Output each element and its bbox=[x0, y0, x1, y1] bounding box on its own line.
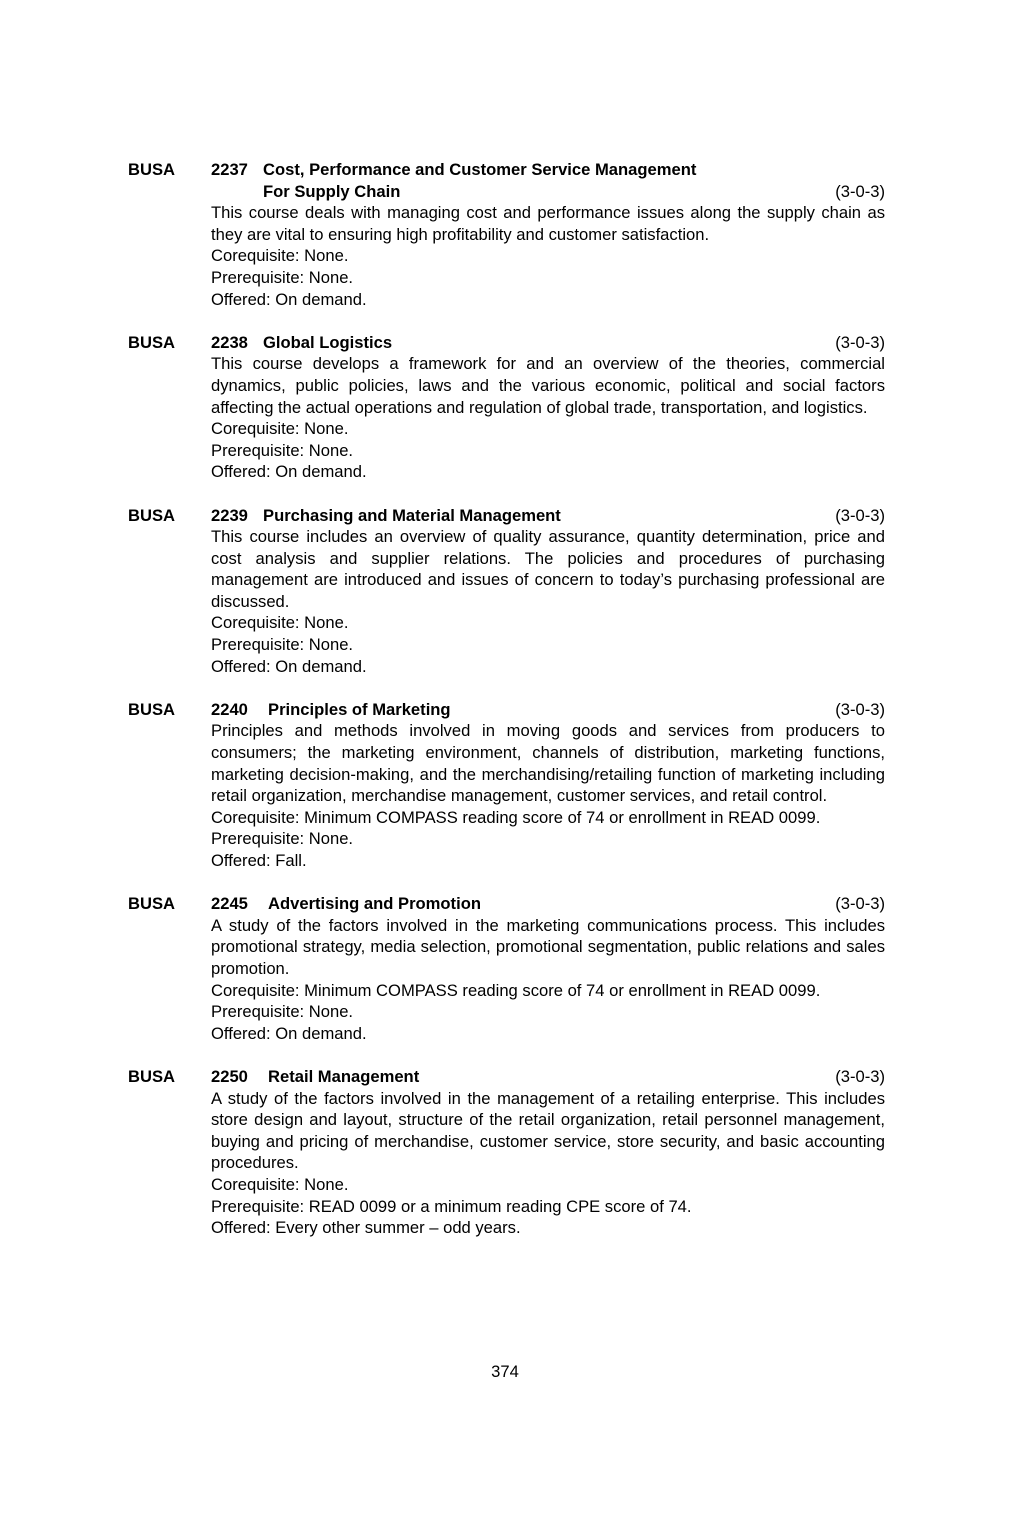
course-number: 2237 bbox=[211, 160, 248, 179]
course-description: A study of the factors involved in the marketing communications process. This includes promotional strategy, media selection, promotional segmentation, public relations and sales promotion. bbox=[211, 915, 885, 978]
course-corequisite: Corequisite: None. bbox=[211, 1174, 349, 1194]
course-title: Retail Management bbox=[268, 1066, 420, 1086]
course-prerequisite: Prerequisite: None. bbox=[211, 440, 354, 460]
course-entry bbox=[128, 505, 885, 678]
course-body bbox=[211, 202, 885, 310]
course-offered: Offered: Fall. bbox=[211, 851, 307, 870]
course-offered: Offered: On demand. bbox=[211, 1023, 367, 1043]
course-title: Advertising and Promotion bbox=[268, 894, 481, 914]
course-header bbox=[128, 699, 885, 721]
course-offered: Offered: On demand. bbox=[211, 289, 367, 309]
course-body bbox=[211, 1088, 885, 1239]
course-prerequisite: Prerequisite: None. bbox=[211, 1002, 354, 1022]
course-list bbox=[128, 159, 885, 1260]
course-header bbox=[128, 159, 885, 202]
course-entry bbox=[128, 1066, 885, 1239]
course-credits: (3-0-3) bbox=[835, 181, 885, 201]
course-body bbox=[211, 526, 885, 677]
course-title: Purchasing and Material Management bbox=[263, 505, 561, 525]
course-department: BUSA bbox=[128, 505, 176, 525]
course-prerequisite: Prerequisite: None. bbox=[211, 267, 354, 287]
course-title: Global Logistics bbox=[263, 332, 393, 352]
course-prerequisite: Prerequisite: None. bbox=[211, 635, 354, 655]
course-prerequisite: Prerequisite: READ 0099 or a minimum reading CPE score of 74. bbox=[211, 1196, 692, 1216]
course-offered: Offered: Every other summer – odd years. bbox=[211, 1218, 521, 1238]
course-header bbox=[128, 1066, 885, 1088]
course-corequisite: Corequisite: None. bbox=[211, 613, 349, 633]
course-department: BUSA bbox=[128, 699, 176, 719]
course-credits: (3-0-3) bbox=[835, 699, 885, 719]
course-body bbox=[211, 915, 885, 1045]
course-number: 2239 bbox=[211, 505, 248, 525]
course-department: BUSA bbox=[128, 894, 176, 914]
course-title: Cost, Performance and Customer Service Management bbox=[263, 160, 697, 179]
course-corequisite: Corequisite: None. bbox=[211, 246, 349, 266]
course-entry bbox=[128, 332, 885, 483]
course-entry bbox=[128, 159, 885, 310]
course-title: Principles of Marketing bbox=[268, 699, 451, 719]
course-number: 2240 bbox=[211, 699, 248, 719]
course-corequisite: Corequisite: Minimum COMPASS reading score of 74 or enrollment in READ 0099. bbox=[211, 807, 821, 827]
course-corequisite: Corequisite: Minimum COMPASS reading score of 74 or enrollment in READ 0099. bbox=[211, 980, 821, 1000]
course-header bbox=[128, 332, 885, 354]
course-number: 2238 bbox=[211, 332, 248, 352]
course-description: A study of the factors involved in the management of a retailing enterprise. This includes store design and layout, structure of the retail organization, retail personnel management, buying and pricing of merchandise, customer service, store security, and basic accounting procedures. bbox=[211, 1088, 885, 1173]
course-body bbox=[211, 353, 885, 483]
course-description: Principles and methods involved in moving goods and services from producers to consumers; the marketing environment, channels of distribution, marketing functions, marketing decision-making, and the merchandising/retailing function of marketing including retail organization, merchandise management, customer services, and retail control. bbox=[211, 721, 885, 806]
course-body bbox=[211, 720, 885, 871]
course-credits: (3-0-3) bbox=[835, 894, 885, 914]
course-credits: (3-0-3) bbox=[835, 332, 885, 352]
course-credits: (3-0-3) bbox=[835, 1066, 885, 1086]
course-credits: (3-0-3) bbox=[835, 505, 885, 525]
course-number: 2245 bbox=[211, 894, 248, 914]
course-prerequisite: Prerequisite: None. bbox=[211, 829, 354, 849]
course-department: BUSA bbox=[128, 160, 176, 179]
course-offered: Offered: On demand. bbox=[211, 656, 367, 676]
course-description: This course develops a framework for and an overview of the theories, commercial dynamics, public policies, laws and the various economic, political and social factors affecting the actual operations and regulation of global trade, transportation, and logistics. bbox=[211, 354, 885, 417]
course-number: 2250 bbox=[211, 1066, 248, 1086]
course-offered: Offered: On demand. bbox=[211, 462, 367, 482]
page-number: 374 bbox=[491, 1362, 519, 1381]
course-department: BUSA bbox=[128, 1066, 176, 1086]
course-description: This course deals with managing cost and performance issues along the supply chain as they are vital to ensuring high profitability and customer satisfaction. bbox=[211, 203, 885, 244]
course-entry bbox=[128, 699, 885, 872]
course-title-continuation: For Supply Chain bbox=[263, 181, 401, 201]
course-entry bbox=[128, 893, 885, 1044]
course-department: BUSA bbox=[128, 332, 176, 352]
course-header bbox=[128, 505, 885, 527]
course-header bbox=[128, 893, 885, 915]
course-description: This course includes an overview of quality assurance, quantity determination, price and cost analysis and supplier relations. The policies and procedures of purchasing management are introduced and issues of concern to today’s purchasing professional are discussed. bbox=[211, 527, 885, 611]
course-corequisite: Corequisite: None. bbox=[211, 419, 349, 439]
